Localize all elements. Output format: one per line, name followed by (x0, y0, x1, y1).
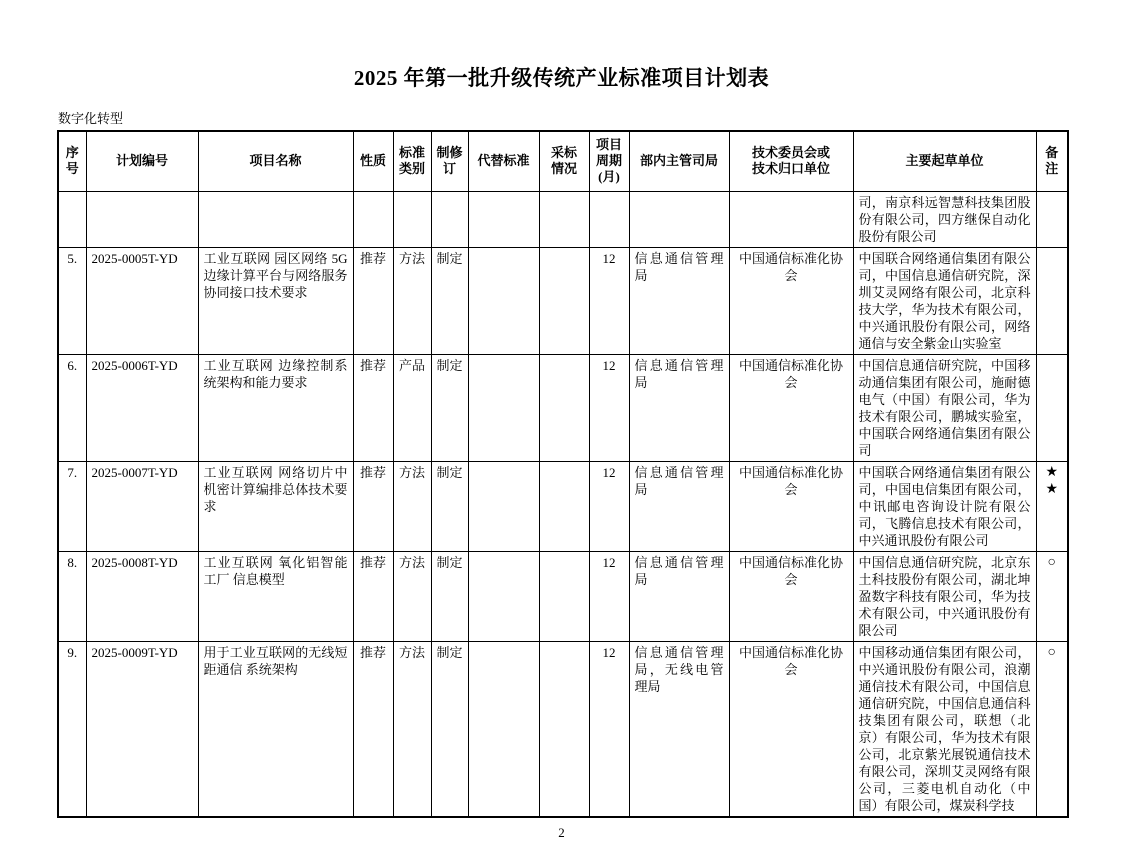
col-header-project-name: 项目名称 (198, 131, 353, 191)
cell-project-name: 工业互联网 边缘控制系统架构和能力要求 (198, 354, 353, 461)
col-header-seq: 序 号 (58, 131, 86, 191)
cell-category: 产品 (393, 354, 431, 461)
cell-committee: 中国通信标准化协会 (729, 354, 853, 461)
col-header-period: 项目 周期 (月) (589, 131, 629, 191)
page-number: 2 (558, 824, 565, 840)
section-label: 数字化转型 (58, 111, 124, 126)
cell-committee (729, 191, 853, 247)
cell-nature: 推荐 (353, 354, 393, 461)
col-header-plan-no: 计划编号 (86, 131, 198, 191)
col-header-drafters: 主要起草单位 (853, 131, 1036, 191)
cell-nature (353, 191, 393, 247)
cell-period: 12 (589, 641, 629, 817)
col-header-revise: 制修 订 (431, 131, 468, 191)
col-header-committee: 技术委员会或 技术归口单位 (729, 131, 853, 191)
cell-replaced-standard (468, 191, 539, 247)
cell-revise: 制定 (431, 247, 468, 354)
cell-adoption (539, 641, 589, 817)
cell-period: 12 (589, 551, 629, 641)
cell-drafters: 司，南京科远智慧科技集团股份有限公司，四方继保自动化股份有限公司 (853, 191, 1036, 247)
cell-plan-no: 2025-0005T-YD (86, 247, 198, 354)
cell-remark (1036, 191, 1068, 247)
cell-dept: 信息通信管理局，无线电管理局 (629, 641, 729, 817)
cell-revise: 制定 (431, 641, 468, 817)
cell-replaced-standard (468, 247, 539, 354)
cell-replaced-standard (468, 461, 539, 551)
page-title: 2025 年第一批升级传统产业标准项目计划表 (353, 66, 770, 90)
cell-nature: 推荐 (353, 247, 393, 354)
cell-project-name: 工业互联网 园区网络 5G边缘计算平台与网络服务协同接口技术要求 (198, 247, 353, 354)
cell-category: 方法 (393, 641, 431, 817)
cell-dept: 信息通信管理局 (629, 551, 729, 641)
cell-committee: 中国通信标准化协会 (729, 461, 853, 551)
cell-adoption (539, 551, 589, 641)
cell-adoption (539, 191, 589, 247)
cell-replaced-standard (468, 641, 539, 817)
cell-project-name: 工业互联网 网络切片中机密计算编排总体技术要求 (198, 461, 353, 551)
cell-drafters: 中国信息通信研究院，北京东土科技股份有限公司，湖北坤盈数字科技有限公司，华为技术有限公司，中兴通讯股份有限公司 (853, 551, 1036, 641)
cell-category (393, 191, 431, 247)
cell-nature: 推荐 (353, 641, 393, 817)
cell-revise: 制定 (431, 354, 468, 461)
cell-replaced-standard (468, 551, 539, 641)
cell-plan-no: 2025-0007T-YD (86, 461, 198, 551)
cell-project-name: 用于工业互联网的无线短距通信 系统架构 (198, 641, 353, 817)
cell-replaced-standard (468, 354, 539, 461)
cell-plan-no: 2025-0008T-YD (86, 551, 198, 641)
table-header (58, 131, 1068, 191)
cell-remark (1036, 354, 1068, 461)
cell-remark: ○ (1036, 641, 1068, 817)
cell-adoption (539, 354, 589, 461)
cell-seq: 6. (58, 354, 86, 461)
cell-committee: 中国通信标准化协会 (729, 551, 853, 641)
cell-nature: 推荐 (353, 551, 393, 641)
table-row (58, 354, 1068, 461)
cell-nature: 推荐 (353, 461, 393, 551)
cell-remark: ★ ★ (1036, 461, 1068, 551)
table-body (58, 191, 1068, 817)
col-header-adoption: 采标 情况 (539, 131, 589, 191)
cell-dept: 信息通信管理局 (629, 461, 729, 551)
cell-seq (58, 191, 86, 247)
cell-dept: 信息通信管理局 (629, 354, 729, 461)
col-header-remark: 备 注 (1036, 131, 1068, 191)
cell-plan-no: 2025-0009T-YD (86, 641, 198, 817)
cell-period: 12 (589, 354, 629, 461)
cell-revise: 制定 (431, 551, 468, 641)
cell-category: 方法 (393, 461, 431, 551)
col-header-nature: 性质 (353, 131, 393, 191)
cell-seq: 8. (58, 551, 86, 641)
cell-drafters: 中国联合网络通信集团有限公司，中国信息通信研究院，深圳艾灵网络有限公司，北京科技大学，华为技术有限公司，中兴通讯股份有限公司，网络通信与安全紫金山实验室 (853, 247, 1036, 354)
cell-period: 12 (589, 461, 629, 551)
cell-drafters: 中国移动通信集团有限公司，中兴通讯股份有限公司，浪潮通信技术有限公司，中国信息通信研究院，中国信息通信科技集团有限公司，联想（北京）有限公司，华为技术有限公司，北京紫光展锐通信技术有限公司，深圳艾灵网络有限公司，三菱电机自动化（中国）有限公司，煤炭科学技 (853, 641, 1036, 817)
cell-dept: 信息通信管理局 (629, 247, 729, 354)
cell-adoption (539, 247, 589, 354)
standards-plan-table (57, 130, 1069, 818)
table-header-row (58, 131, 1068, 191)
cell-period: 12 (589, 247, 629, 354)
cell-drafters: 中国联合网络通信集团有限公司，中国电信集团有限公司，中讯邮电咨询设计院有限公司，飞腾信息技术有限公司，中兴通讯股份有限公司 (853, 461, 1036, 551)
table-row (58, 247, 1068, 354)
cell-seq: 7. (58, 461, 86, 551)
col-header-category: 标准 类别 (393, 131, 431, 191)
table-row (58, 191, 1068, 247)
cell-committee: 中国通信标准化协会 (729, 247, 853, 354)
cell-category: 方法 (393, 247, 431, 354)
cell-period (589, 191, 629, 247)
col-header-dept: 部内主管司局 (629, 131, 729, 191)
cell-revise (431, 191, 468, 247)
cell-committee: 中国通信标准化协会 (729, 641, 853, 817)
cell-drafters: 中国信息通信研究院，中国移动通信集团有限公司，施耐德电气（中国）有限公司，华为技术有限公司，鹏城实验室，中国联合网络通信集团有限公司 (853, 354, 1036, 461)
cell-plan-no: 2025-0006T-YD (86, 354, 198, 461)
col-header-replaced-standard: 代替标准 (468, 131, 539, 191)
cell-remark: ○ (1036, 551, 1068, 641)
cell-project-name (198, 191, 353, 247)
cell-adoption (539, 461, 589, 551)
table-row (58, 641, 1068, 817)
cell-dept (629, 191, 729, 247)
table-row (58, 551, 1068, 641)
table-row (58, 461, 1068, 551)
cell-plan-no (86, 191, 198, 247)
cell-category: 方法 (393, 551, 431, 641)
cell-seq: 9. (58, 641, 86, 817)
cell-seq: 5. (58, 247, 86, 354)
cell-revise: 制定 (431, 461, 468, 551)
cell-remark (1036, 247, 1068, 354)
cell-project-name: 工业互联网 氧化铝智能工厂 信息模型 (198, 551, 353, 641)
